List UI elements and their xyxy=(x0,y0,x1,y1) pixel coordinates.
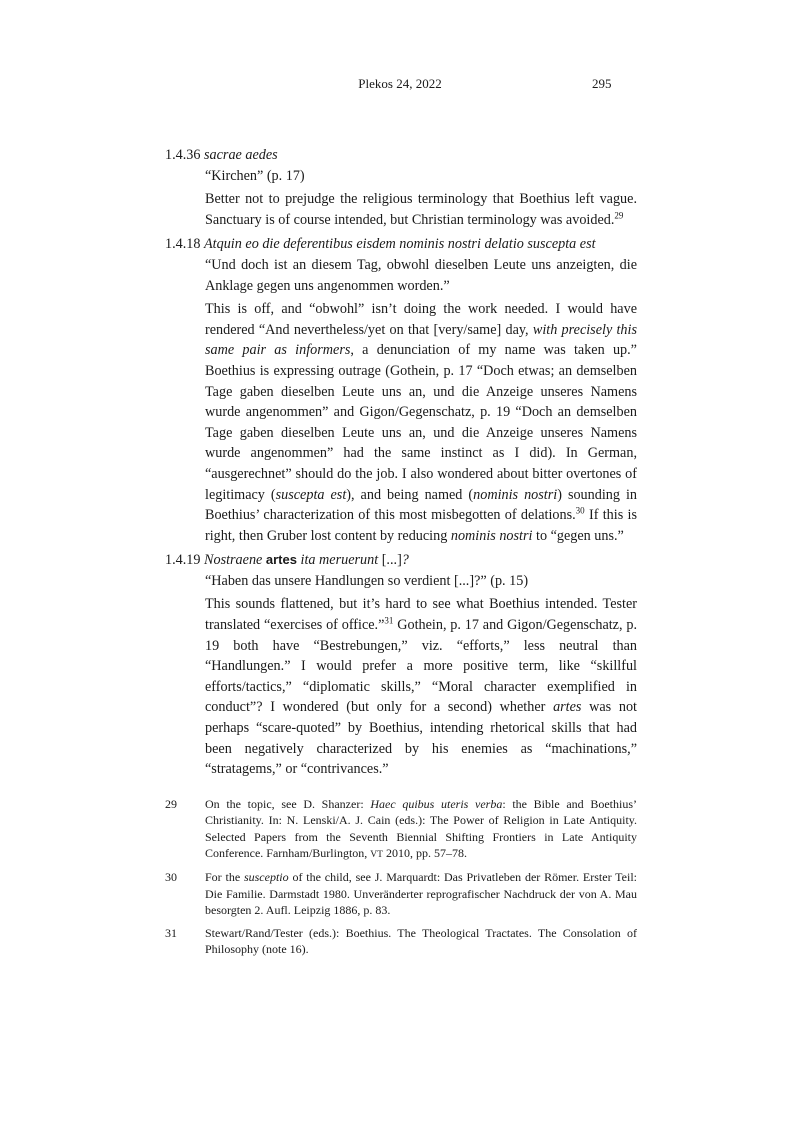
entry-reference: 1.4.18 xyxy=(165,236,201,253)
footnote-segment: For the xyxy=(205,870,244,885)
commentary-entry xyxy=(165,550,637,780)
entry-reference: 1.4.36 xyxy=(165,147,201,163)
lemma-text: ita meruerunt xyxy=(296,552,379,569)
footnote-segment: of the child, see J. Marquardt: Das Privatleben der Römer. Erster Teil: Die Familie. Darmstadt 1980. Unveränderter reprografischer Nachdruck der von A. Mau besorgten 2. Aufl. Leipzig 1886, p. 83. xyxy=(205,870,637,918)
paragraph-text: to “gegen uns.” xyxy=(532,527,624,544)
footnote-number: 31 xyxy=(165,925,177,940)
footnote-segment: susceptio xyxy=(243,870,289,885)
page-number: 295 xyxy=(592,76,612,91)
footnote xyxy=(165,869,637,918)
footnote-segment: 2010, pp. 57–78. xyxy=(382,846,467,861)
lemma-text: [...] xyxy=(378,552,402,569)
paragraph-text: Better not to prejudge the religious terminology that Boethius left vague. Sanctuary is of course intended, but Christian terminology was avoided. xyxy=(205,191,637,228)
paragraph-text: nominis nostri xyxy=(473,486,558,503)
paragraph-text: suscepta est xyxy=(275,486,347,503)
translation-quote xyxy=(205,255,637,296)
translation-text: “Kirchen” (p. 17) xyxy=(205,167,305,184)
commentary-entries xyxy=(165,145,637,780)
footnote-reference[interactable]: 30 xyxy=(575,505,585,516)
footnote xyxy=(165,796,637,864)
footnote-number: 30 xyxy=(165,870,177,885)
footnotes xyxy=(165,796,637,994)
paragraph-text: nominis nostri xyxy=(450,527,533,544)
translation-text: “Und doch ist an diesem Tag, obwohl dieselben Leute uns anzeigten, die Anklage gegen uns angenommen worden.” xyxy=(205,256,637,294)
commentary-entry xyxy=(165,234,637,546)
footnote-segment: VT xyxy=(370,850,383,861)
entry-reference: 1.4.19 xyxy=(165,552,201,569)
lemma xyxy=(165,234,637,255)
translation-text: “Haben das unsere Handlungen so verdient [...]?” (p. 15) xyxy=(205,572,529,589)
paragraph-text: , a denunciation of my name was taken up.” Boethius is expressing outrage (Gothein, p. 17 “Doch etwas; an demselben Tage gaben dieselben Leute uns an, und die Anzeige unseres Namens wurde angenommen” and Gigon/Gegenschatz, p. 19 “Doch an demselben Tage gaben dieselben Leute uns an, und die Anzeige unseres Namens wurde angenommen” had the same instinct as I did). In German, “ausgerechnet” should do the job. I also wondered about bitter overtones of legitimacy ( xyxy=(205,342,637,503)
paragraph-text: This sounds flattened, but it’s hard to see what Boethius intended. Tester translated “exercises of office.” xyxy=(205,596,637,634)
running-header: Plekos 24, 2022 xyxy=(358,76,442,91)
lemma-text: ? xyxy=(401,552,409,569)
footnote-text xyxy=(205,796,637,864)
footnote-reference[interactable]: 29 xyxy=(614,210,624,221)
footnote-segment: : the Bible and Boethius’ Christianity. In: N. Lenski/A. J. Cain (eds.): The Power of Religion in Late Antiquity. Selected Papers from the Seventh Biennial Shifting Frontiers in Late Antiquity Conference. Farnham/Burlington, xyxy=(205,796,637,861)
lemma-text: artes xyxy=(265,552,297,568)
commentary-entry xyxy=(165,145,637,230)
footnote-reference[interactable]: 31 xyxy=(384,615,394,626)
paragraph-text: This is off, and “obwohl” isn’t doing the work needed. I would have rendered “And nevertheless/yet on that [very/same] day, xyxy=(205,301,637,338)
translation-quote xyxy=(205,166,637,187)
paragraph-text: was not perhaps “scare-quoted” by Boethius, intending rhetorical skills that had been negatively characterized by his enemies as “machinations,” “stratagems,” or “contrivances.” xyxy=(205,699,637,778)
page-header xyxy=(0,0,799,145)
paragraph-text: ) sounding in Boethius’ characterization of this most misbegotten of delations. xyxy=(205,486,638,524)
commentary-paragraph xyxy=(205,299,637,546)
footnote-number: 29 xyxy=(165,796,177,811)
lemma xyxy=(165,550,637,571)
footnote-segment: Haec quibus uteris verba xyxy=(370,796,503,811)
paragraph-text: Gothein, p. 17 and Gigon/Gegenschatz, p. 19 both have “Bestrebungen,” viz. “efforts,” less neutral than “Handlungen.” I would prefer a more positive term, like “skillful efforts/tactics,” “diplomatic skills,” “Moral character exemplified in conduct”? I wondered (but only for a second) whether xyxy=(205,617,637,716)
lemma xyxy=(165,145,637,166)
footnote-segment: Stewart/Rand/Tester (eds.): Boethius. The Theological Tractates. The Consolation of Philosophy (note 16). xyxy=(205,925,637,957)
paragraph-text: artes xyxy=(553,699,582,716)
footnote-text xyxy=(205,869,637,918)
footnote xyxy=(165,925,637,958)
translation-quote xyxy=(205,571,637,592)
commentary-paragraph xyxy=(205,594,637,779)
lemma-text: sacrae aedes xyxy=(204,147,278,163)
paragraph-text: If this is right, then Gruber lost content by reducing xyxy=(205,507,637,544)
commentary-paragraph xyxy=(205,189,637,230)
lemma-text: Nostraene xyxy=(204,552,266,569)
footnote-text xyxy=(205,925,637,958)
footnote-segment: On the topic, see D. Shanzer: xyxy=(205,796,371,811)
paragraph-text: with precisely this same pair as informers xyxy=(205,321,637,359)
lemma-text: Atquin eo die deferentibus eisdem nominis nostri delatio suscepta est xyxy=(204,236,596,253)
paragraph-text: ), and being named ( xyxy=(346,486,474,503)
